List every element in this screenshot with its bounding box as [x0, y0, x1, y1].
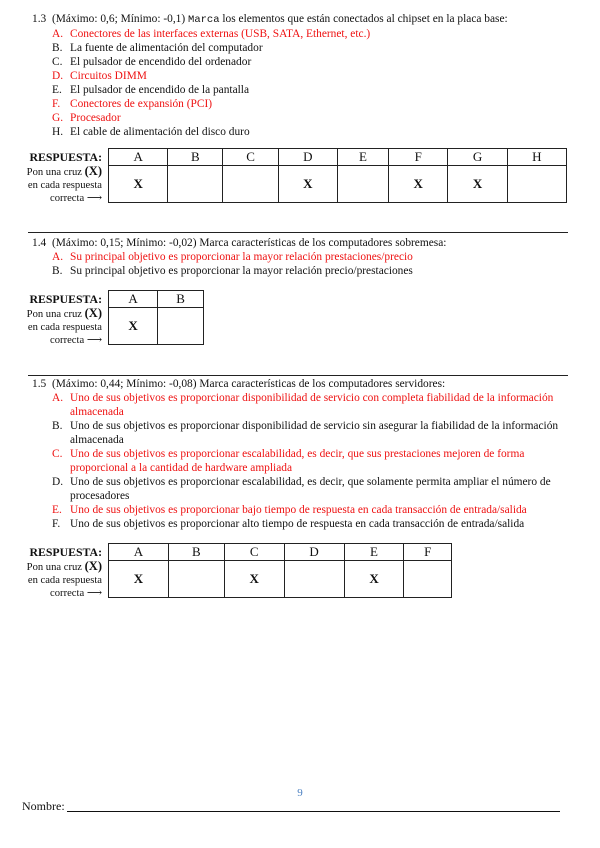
option-letter: B.: [52, 42, 63, 54]
answer-cell-c[interactable]: X: [224, 561, 284, 598]
question-header: [32, 236, 568, 250]
answer-cell-b[interactable]: [168, 561, 224, 598]
option-a: [32, 391, 568, 419]
answer-instruction: Pon una cruz: [26, 562, 82, 573]
grid-header-b: B: [168, 544, 224, 561]
question-points: (Máximo: 0,6; Mínimo: -0,1): [51, 13, 186, 25]
grid-header-c: C: [223, 149, 278, 166]
option-d: [32, 475, 568, 503]
option-text: Circuitos DIMM: [70, 70, 147, 82]
grid-header-b: B: [158, 291, 204, 308]
question-number: 1.3: [32, 13, 47, 25]
option-letter: G.: [52, 112, 64, 124]
option-b: [32, 264, 568, 278]
answer-cell-f[interactable]: X: [389, 166, 448, 203]
option-letter: F.: [52, 98, 61, 110]
options-list: [32, 391, 568, 531]
grid-header-row: [109, 544, 452, 561]
grid-header-d: D: [284, 544, 344, 561]
question-1-5: [32, 377, 568, 531]
options-list: [32, 27, 568, 139]
option-text: Uno de sus objetivos es proporcionar disponibilidad de servicio sin asegurar la fiabilidad de la información almacenada: [70, 420, 559, 446]
answer-instruction: en cada respuesta: [27, 180, 102, 191]
option-text: Su principal objetivo es proporcionar la mayor relación precio/prestaciones: [70, 265, 413, 277]
answer-grid: [108, 543, 452, 598]
option-letter: C.: [52, 56, 63, 68]
question-prompt: características de los computadores sobremesa:: [231, 237, 447, 249]
grid-header-g: G: [448, 149, 507, 166]
option-text: Uno de sus objetivos es proporcionar disponibilidad de servicio con completa fiabilidad de la información almacenada: [70, 392, 554, 418]
grid-header-e: E: [344, 544, 404, 561]
answer-grid: [108, 290, 204, 345]
grid-header-b: B: [168, 149, 223, 166]
option-letter: D.: [52, 70, 64, 82]
answer-title: RESPUESTA:: [29, 292, 102, 306]
grid-header-f: F: [404, 544, 452, 561]
answer-instruction: correcta: [50, 588, 85, 599]
option-f: [32, 97, 568, 111]
option-letter: B.: [52, 265, 63, 277]
question-points: (Máximo: 0,44; Mínimo: -0,08): [51, 378, 197, 390]
grid-header-a: A: [109, 291, 158, 308]
grid-answer-row: [109, 308, 204, 345]
option-text: El pulsador de encendido de la pantalla: [70, 84, 250, 96]
option-letter: A.: [52, 392, 64, 404]
option-letter: A.: [52, 28, 64, 40]
option-text: Procesador: [70, 112, 121, 124]
answer-cell-b[interactable]: [168, 166, 223, 203]
option-a: [32, 27, 568, 41]
answer-cell-b[interactable]: [158, 308, 204, 345]
option-text: Uno de sus objetivos es proporcionar escalabilidad, es decir, que sus prestaciones mejoren de forma proporcional a la cantidad de hardware ampliada: [70, 448, 525, 474]
name-field[interactable]: [67, 811, 560, 812]
divider: [28, 375, 568, 376]
option-g: [32, 111, 568, 125]
question-prompt: los elementos que están conectados al chipset en la placa base:: [222, 13, 508, 25]
question-number: 1.4: [32, 237, 47, 249]
answer-cell-g[interactable]: X: [448, 166, 507, 203]
answer-instruction: Pon una cruz: [26, 309, 82, 320]
arrow-right-icon: ⟶: [86, 335, 102, 346]
option-e: [32, 503, 568, 517]
option-letter: E.: [52, 504, 62, 516]
option-d: [32, 69, 568, 83]
option-letter: D.: [52, 476, 64, 488]
grid-answer-row: [109, 561, 452, 598]
option-letter: E.: [52, 84, 62, 96]
option-text: Conectores de las interfaces externas (USB, SATA, Ethernet, etc.): [70, 28, 371, 40]
option-letter: H.: [52, 126, 64, 138]
grid-header-row: [109, 149, 567, 166]
divider: [28, 232, 568, 233]
answer-title: RESPUESTA:: [29, 150, 102, 164]
page-number: 9: [297, 787, 303, 799]
question-points: (Máximo: 0,15; Mínimo: -0,02): [51, 237, 197, 249]
option-text: Uno de sus objetivos es proporcionar escalabilidad, es decir, que solamente permita ampliar el número de procesadores: [70, 476, 551, 502]
answer-instruction: en cada respuesta: [27, 322, 102, 333]
grid-header-f: F: [389, 149, 448, 166]
grid-header-d: D: [278, 149, 337, 166]
answer-title: RESPUESTA:: [29, 545, 102, 559]
grid-answer-row: [109, 166, 567, 203]
option-c: [32, 55, 568, 69]
option-text: Conectores de expansión (PCI): [70, 98, 213, 110]
grid-header-c: C: [224, 544, 284, 561]
option-letter: B.: [52, 420, 63, 432]
options-list: [32, 250, 568, 278]
answer-grid: [108, 148, 567, 203]
option-b: [32, 41, 568, 55]
option-text: El cable de alimentación del disco duro: [70, 126, 250, 138]
question-1-3: [32, 12, 568, 139]
question-verb: Marca: [199, 237, 229, 249]
grid-header-e: E: [337, 149, 388, 166]
option-text: El pulsador de encendido del ordenador: [70, 56, 252, 68]
cross-mark-hint: (X): [84, 559, 102, 573]
question-header: [32, 377, 568, 391]
option-letter: C.: [52, 448, 63, 460]
answer-label: [22, 151, 102, 205]
answer-cell-c[interactable]: [223, 166, 278, 203]
option-a: [32, 250, 568, 264]
option-text: Uno de sus objetivos es proporcionar bajo tiempo de respuesta en cada transacción de entrada/salida: [70, 504, 527, 516]
answer-cell-a[interactable]: X: [109, 308, 158, 345]
question-verb: Marca: [188, 14, 220, 26]
option-text: La fuente de alimentación del computador: [70, 42, 263, 54]
grid-header-h: H: [507, 149, 566, 166]
option-letter: F.: [52, 518, 61, 530]
option-h: [32, 125, 568, 139]
grid-header-a: A: [109, 544, 169, 561]
answer-cell-a[interactable]: X: [109, 166, 168, 203]
option-b: [32, 419, 568, 447]
question-prompt: características de los computadores servidores:: [231, 378, 446, 390]
option-c: [32, 447, 568, 475]
answer-instruction: correcta: [50, 335, 85, 346]
option-e: [32, 83, 568, 97]
answer-label: [22, 546, 102, 600]
answer-instruction: Pon una cruz: [26, 167, 82, 178]
question-1-4: [32, 236, 568, 278]
option-text: Uno de sus objetivos es proporcionar alto tiempo de respuesta en cada transacción de entrada/salida: [70, 518, 525, 530]
question-verb: Marca: [199, 378, 229, 390]
answer-cell-e[interactable]: X: [344, 561, 404, 598]
answer-instruction: correcta: [50, 193, 85, 204]
answer-cell-a[interactable]: X: [109, 561, 169, 598]
cross-mark-hint: (X): [84, 306, 102, 320]
answer-label: [22, 293, 102, 347]
answer-cell-d[interactable]: X: [278, 166, 337, 203]
grid-header-row: [109, 291, 204, 308]
option-text: Su principal objetivo es proporcionar la mayor relación prestaciones/precio: [70, 251, 413, 263]
grid-header-a: A: [109, 149, 168, 166]
question-header: [32, 12, 568, 27]
arrow-right-icon: ⟶: [86, 193, 102, 204]
answer-instruction: en cada respuesta: [27, 575, 102, 586]
answer-cell-e[interactable]: [337, 166, 388, 203]
option-letter: A.: [52, 251, 64, 263]
question-number: 1.5: [32, 378, 47, 390]
answer-cell-d[interactable]: [284, 561, 344, 598]
arrow-right-icon: ⟶: [86, 588, 102, 599]
cross-mark-hint: (X): [84, 164, 102, 178]
answer-cell-f[interactable]: [404, 561, 452, 598]
answer-cell-h[interactable]: [507, 166, 566, 203]
name-label: Nombre:: [22, 799, 65, 813]
option-f: [32, 517, 568, 531]
